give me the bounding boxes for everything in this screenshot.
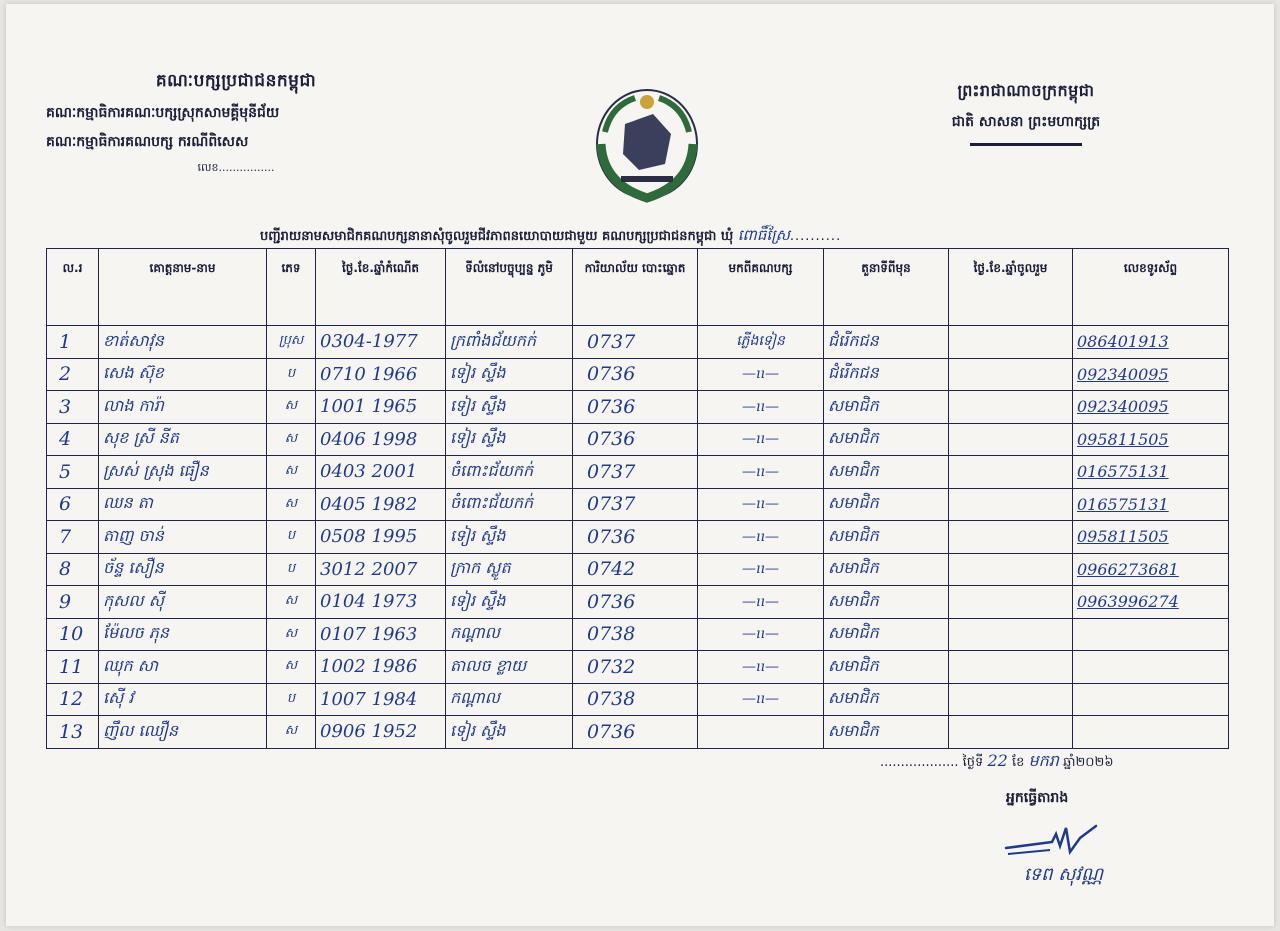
cell-office: 0738 <box>573 683 698 716</box>
cell-office: 0736 <box>573 716 698 749</box>
cell-role: សមាជិក <box>824 488 949 521</box>
cell-dob: 1001 1965 <box>316 391 446 424</box>
table-row <box>47 618 1229 651</box>
table-header-row <box>47 249 1229 326</box>
cell-role: សមាជិក <box>824 683 949 716</box>
day-label: ថ្ងៃទី <box>962 755 984 770</box>
cell-office: 0738 <box>573 618 698 651</box>
signer-name: ទេព សុវណ្ណ <box>1024 864 1104 885</box>
cell-from: —ıı— <box>698 651 824 684</box>
column-header-village: ទីលំនៅបច្ចុប្បន្ន ភូមិ <box>446 249 573 326</box>
cell-office: 0737 <box>573 456 698 489</box>
cell-from: —ıı— <box>698 618 824 651</box>
cell-phone <box>1073 716 1229 749</box>
cell-dob: 0104 1973 <box>316 586 446 619</box>
motto-underline <box>970 143 1082 146</box>
cell-no: 6 <box>47 488 99 521</box>
cell-phone <box>1073 618 1229 651</box>
cell-office: 0736 <box>573 423 698 456</box>
cell-office: 0732 <box>573 651 698 684</box>
cell-role: សមាជិក <box>824 618 949 651</box>
cell-sex: ប <box>267 553 316 586</box>
cell-phone: 0963996274 <box>1073 586 1229 619</box>
cell-joined <box>949 456 1073 489</box>
cell-from: —ıı— <box>698 488 824 521</box>
cell-joined <box>949 618 1073 651</box>
cell-village: ក្រពាំងជ័យកក់ <box>446 326 573 359</box>
cell-role: សមាជិក <box>824 456 949 489</box>
cell-phone: 092340095 <box>1073 358 1229 391</box>
cell-dob: 1002 1986 <box>316 651 446 684</box>
cell-no: 1 <box>47 326 99 359</box>
cell-joined <box>949 488 1073 521</box>
table-row <box>47 358 1229 391</box>
cell-name: កុសល ស៊ី <box>99 586 267 619</box>
cell-village: ទៀរ ស្ទឹង <box>446 423 573 456</box>
cell-no: 9 <box>47 586 99 619</box>
cell-office: 0736 <box>573 358 698 391</box>
title-dots: .......... <box>789 229 842 244</box>
cell-no: 5 <box>47 456 99 489</box>
cell-joined <box>949 651 1073 684</box>
cell-from <box>698 716 824 749</box>
date-line <box>880 750 1114 774</box>
cell-joined <box>949 423 1073 456</box>
cell-phone: 0966273681 <box>1073 553 1229 586</box>
cell-sex: ស <box>267 456 316 489</box>
reference-number: លេខ................ <box>197 161 275 174</box>
cell-sex: ស <box>267 716 316 749</box>
cell-name: លាង ការ៉ា <box>99 391 267 424</box>
cell-phone: 086401913 <box>1073 326 1229 359</box>
cell-joined <box>949 586 1073 619</box>
district-committee: គណៈកម្មាធិការគណៈបក្សស្រុកសាមគ្គីមុនីជ័យ <box>46 105 280 121</box>
cell-sex: ស <box>267 618 316 651</box>
cell-sex: ស <box>267 391 316 424</box>
cell-role: សមាជិក <box>824 586 949 619</box>
cell-joined <box>949 683 1073 716</box>
cell-no: 11 <box>47 651 99 684</box>
cell-name: ឈុក សា <box>99 651 267 684</box>
cell-no: 7 <box>47 521 99 554</box>
table-row <box>47 391 1229 424</box>
cell-no: 2 <box>47 358 99 391</box>
cell-phone: 016575131 <box>1073 456 1229 489</box>
cell-from: —ıı— <box>698 521 824 554</box>
date-dots: ................... <box>880 755 959 770</box>
cell-from: ភ្លើងទៀន <box>698 326 824 359</box>
cell-village: តាលច ខ្លាយ <box>446 651 573 684</box>
cell-village: ទៀរ ស្ទឹង <box>446 521 573 554</box>
cell-office: 0737 <box>573 326 698 359</box>
table-row <box>47 651 1229 684</box>
cell-village: ទៀរ ស្ទឹង <box>446 391 573 424</box>
kingdom-motto <box>836 80 1216 146</box>
cell-dob: 0304-1977 <box>316 326 446 359</box>
kingdom-name: ព្រះរាជាណាចក្រកម្ពុជា <box>957 81 1095 100</box>
cell-dob: 0107 1963 <box>316 618 446 651</box>
cell-joined <box>949 358 1073 391</box>
cell-sex: ប <box>267 521 316 554</box>
cell-from: —ıı— <box>698 683 824 716</box>
cell-office: 0736 <box>573 586 698 619</box>
cell-dob: 1007 1984 <box>316 683 446 716</box>
cell-role: សមាជិក <box>824 553 949 586</box>
cell-from: —ıı— <box>698 456 824 489</box>
cell-office: 0736 <box>573 521 698 554</box>
table-row <box>47 521 1229 554</box>
table-row <box>47 716 1229 749</box>
cell-sex: ស <box>267 651 316 684</box>
cell-dob: 0403 2001 <box>316 456 446 489</box>
cell-phone: 095811505 <box>1073 423 1229 456</box>
cell-name: សុខ ស្រី នីត <box>99 423 267 456</box>
cell-village: ក្រាក ស្លូត <box>446 553 573 586</box>
cell-no: 8 <box>47 553 99 586</box>
column-header-polling-office: ការិយាល័យ បោះឆ្នោត <box>573 249 698 326</box>
party-emblem-icon <box>591 84 703 204</box>
cell-village: កណ្តាល <box>446 683 573 716</box>
cell-sex: ស <box>267 586 316 619</box>
cell-joined <box>949 521 1073 554</box>
cell-office: 0737 <box>573 488 698 521</box>
table-row <box>47 553 1229 586</box>
month-value: មករា <box>1028 751 1059 770</box>
cell-joined <box>949 326 1073 359</box>
cell-name: ឈន តា <box>99 488 267 521</box>
cell-dob: 0405 1982 <box>316 488 446 521</box>
cell-name: ស៊ើ វ <box>99 683 267 716</box>
cell-phone: 095811505 <box>1073 521 1229 554</box>
cell-sex: ប <box>267 358 316 391</box>
commune-name: ពោធិ៍ស្រែ <box>737 226 790 244</box>
cell-village: ទៀរ ស្ទឹង <box>446 586 573 619</box>
column-header-name: គោត្តនាម-នាម <box>99 249 267 326</box>
cell-dob: 0406 1998 <box>316 423 446 456</box>
cell-role: សមាជិក <box>824 651 949 684</box>
cell-village: កណ្តាល <box>446 618 573 651</box>
cell-sex: ស <box>267 423 316 456</box>
column-header-previous-party: មកពីគណបក្ស <box>698 249 824 326</box>
cell-dob: 3012 2007 <box>316 553 446 586</box>
column-header-phone: លេខទូរស័ព្ទ <box>1073 249 1229 326</box>
cell-name: ញឹល ឈឿន <box>99 716 267 749</box>
cell-name: ខាត់សាវុន <box>99 326 267 359</box>
cell-role: ជំរើកជន <box>824 358 949 391</box>
special-committee: គណៈកម្មាធិការគណបក្ស ករណីពិសេស <box>46 134 249 150</box>
member-table <box>46 248 1229 749</box>
cell-role: សមាជិក <box>824 716 949 749</box>
cell-phone: 092340095 <box>1073 391 1229 424</box>
cell-name: ម៉ែលច ភុន <box>99 618 267 651</box>
table-row <box>47 488 1229 521</box>
cell-name: ស្រស់ ស្រុង ធឿន <box>99 456 267 489</box>
cell-sex: ស <box>267 488 316 521</box>
column-header-previous-role: តួនាទីពីមុន <box>824 249 949 326</box>
cell-role: សមាជិក <box>824 521 949 554</box>
cell-no: 3 <box>47 391 99 424</box>
table-row <box>47 423 1229 456</box>
month-label: ខែ <box>1011 755 1025 770</box>
title-text: បញ្ជីរាយនាមសមាជិកគណបក្សនានាសុំចូលរួមជីវភាពនយោបាយជាមួយ គណបក្សប្រជាជនកម្ពុជា ឃុំ <box>260 229 734 244</box>
cell-from: —ıı— <box>698 358 824 391</box>
table-row <box>47 326 1229 359</box>
cell-no: 4 <box>47 423 99 456</box>
day-value: 22 <box>987 751 1008 770</box>
preparer-label: អ្នកធ្វើតារាង <box>1006 790 1069 806</box>
cell-dob: 0906 1952 <box>316 716 446 749</box>
column-header-join-date: ថ្ងៃ.ខែ.ឆ្នាំចូលរួម <box>949 249 1073 326</box>
cell-from: —ıı— <box>698 586 824 619</box>
cell-from: —ıı— <box>698 553 824 586</box>
cell-village: ចំពោះជ័យកក់ <box>446 488 573 521</box>
table-row <box>47 456 1229 489</box>
cell-sex: ប្រុស <box>267 326 316 359</box>
party-name: គណៈបក្សប្រជាជនកម្ពុជា <box>155 71 317 91</box>
table-row <box>47 586 1229 619</box>
cell-no: 13 <box>47 716 99 749</box>
motto: ជាតិ សាសនា ព្រះមហាក្សត្រ <box>951 114 1101 130</box>
cell-village: ចំពោះជ័យកក់ <box>446 456 573 489</box>
cell-no: 12 <box>47 683 99 716</box>
cell-name: តាញ ចាន់ <box>99 521 267 554</box>
cell-role: សមាជិក <box>824 391 949 424</box>
year-label: ឆ្នាំ២០២៦ <box>1063 755 1114 770</box>
cell-village: ទៀរ ស្ទឹង <box>446 716 573 749</box>
cell-phone: 016575131 <box>1073 488 1229 521</box>
cell-office: 0742 <box>573 553 698 586</box>
cell-phone <box>1073 683 1229 716</box>
cell-name: សេង ស៊ុខ <box>99 358 267 391</box>
column-header-dob: ថ្ងៃ.ខែ.ឆ្នាំកំណើត <box>316 249 446 326</box>
document-title <box>260 226 1060 248</box>
cell-joined <box>949 391 1073 424</box>
party-header <box>26 70 446 177</box>
column-header-no: ល.រ <box>47 249 99 326</box>
cell-from: —ıı— <box>698 423 824 456</box>
cell-dob: 0710 1966 <box>316 358 446 391</box>
cell-role: ជំរើកជន <box>824 326 949 359</box>
cell-phone <box>1073 651 1229 684</box>
cell-role: សមាជិក <box>824 423 949 456</box>
cell-from: —ıı— <box>698 391 824 424</box>
cell-joined <box>949 553 1073 586</box>
table-row <box>47 683 1229 716</box>
cell-name: ច័ន្ទ សឿន <box>99 553 267 586</box>
cell-no: 10 <box>47 618 99 651</box>
cell-joined <box>949 716 1073 749</box>
cell-sex: ប <box>267 683 316 716</box>
column-header-sex: ភេទ <box>267 249 316 326</box>
cell-village: ទៀរ ស្ទឹង <box>446 358 573 391</box>
cell-office: 0736 <box>573 391 698 424</box>
cell-dob: 0508 1995 <box>316 521 446 554</box>
